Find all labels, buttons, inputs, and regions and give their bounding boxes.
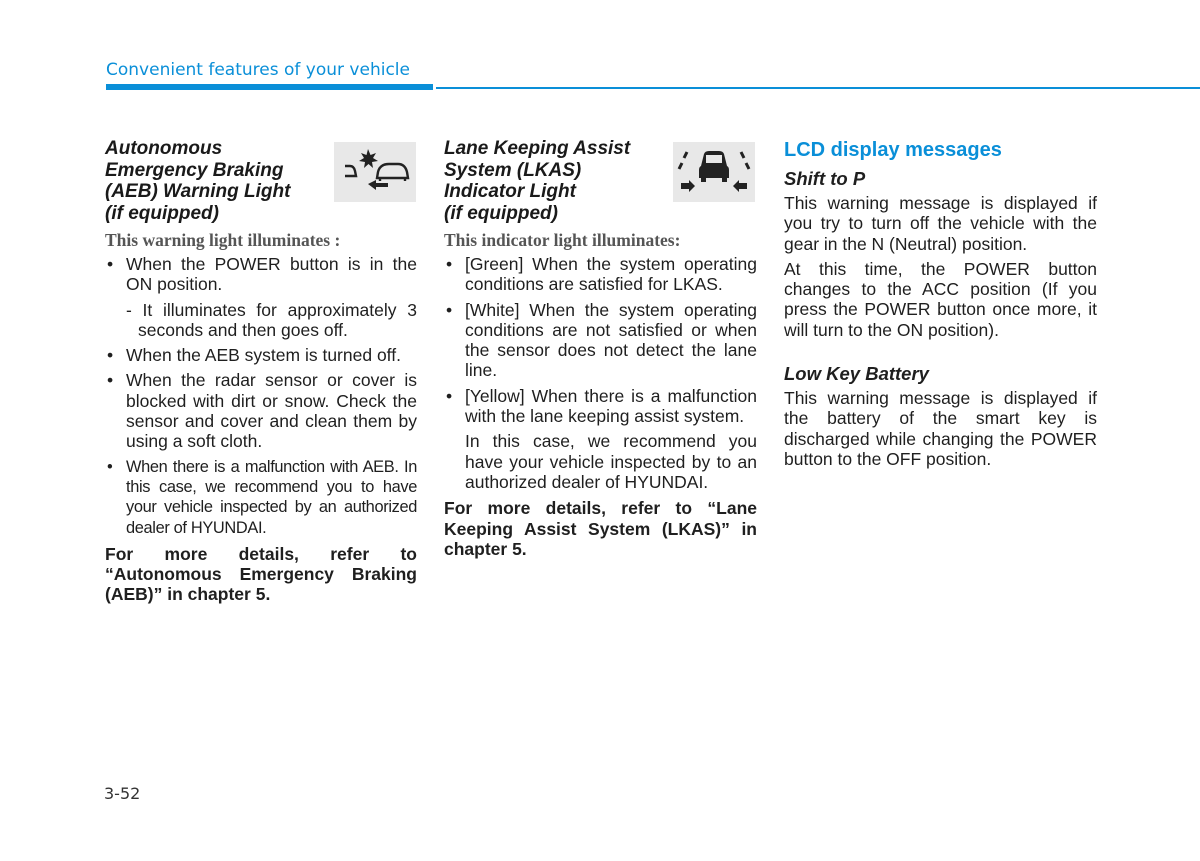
aeb-warning-icon <box>334 142 416 202</box>
bullet-glyph: • <box>446 254 453 274</box>
aeb-section <box>105 138 417 605</box>
lcd-section <box>784 138 1097 474</box>
bullet-glyph: • <box>107 457 113 476</box>
bullet-glyph: • <box>446 299 453 320</box>
lkas-indicator-icon <box>673 142 755 202</box>
aeb-title: Autonomous Emergency Braking (AEB) Warning Light (if equipped) <box>105 138 291 224</box>
bullet-glyph: • <box>107 370 114 391</box>
aeb-reference: For more details, refer to “Autonomous Emergency Braking (AEB)” in chapter 5. <box>105 543 417 605</box>
low-key-battery-heading: Low Key Battery <box>784 363 929 385</box>
lkas-title: Lane Keeping Assist System (LKAS) Indicator Light (if equipped) <box>444 138 631 224</box>
lkas-section <box>444 138 757 559</box>
list-item: • [White] When the system operating conditions are not satisfied or when the sensor does not detect the lane line. <box>446 299 757 381</box>
page-number: 3-52 <box>104 784 141 803</box>
header-accent-bar <box>106 84 433 90</box>
list-item: • When the POWER button is in the ON position. <box>107 254 417 295</box>
header-rule <box>436 87 1200 89</box>
list-item: • [Green] When the system operating conditions are satisfied for LKAS. <box>446 254 757 295</box>
lkas-reference: For more details, refer to “Lane Keeping Assist System (LKAS)” in chapter 5. <box>444 498 757 559</box>
low-key-battery-paragraph: This warning message is displayed if the battery of the smart key is discharged while changing the POWER button to the OFF position. <box>784 388 1097 469</box>
list-item: • When the radar sensor or cover is blocked with dirt or snow. Check the sensor and cover and clean them by using a soft cloth. <box>107 370 417 452</box>
shift-to-p-paragraph-2: At this time, the POWER button changes to the ACC position (If you press the POWER button once more, it will turn to the ON position). <box>784 258 1097 340</box>
shift-to-p-heading: Shift to P <box>784 168 866 189</box>
list-item: • When there is a malfunction with AEB. In this case, we recommend you to have your vehicle inspected by an authorized dealer of HYUNDAI. <box>107 457 417 537</box>
list-item: • When the AEB system is turned off. <box>107 345 401 366</box>
lkas-bullet-list <box>444 254 757 426</box>
lkas-lead-text: This indicator light illuminates: <box>444 230 681 250</box>
bullet-glyph: • <box>446 385 453 406</box>
section-spacer <box>784 345 1097 363</box>
bullet-glyph: • <box>107 345 114 366</box>
aeb-lead-text: This warning light illuminates : <box>105 230 341 250</box>
aeb-sub-item: - It illuminates for approximately 3 seconds and then goes off. <box>126 299 417 340</box>
lkas-note: In this case, we recommend you have your vehicle inspected by to an authorized dealer of HYUNDAI. <box>465 431 757 492</box>
shift-to-p-paragraph-1: This warning message is displayed if you try to turn off the vehicle with the gear in the N (Neutral) position. <box>784 193 1097 254</box>
bullet-glyph: • <box>107 254 114 274</box>
lcd-heading: LCD display messages <box>784 139 1002 161</box>
aeb-bullet-list <box>105 254 417 538</box>
list-item: • [Yellow] When there is a malfunction with the lane keeping assist system. <box>446 385 757 427</box>
section-header-title: Convenient features of your vehicle <box>106 60 410 80</box>
